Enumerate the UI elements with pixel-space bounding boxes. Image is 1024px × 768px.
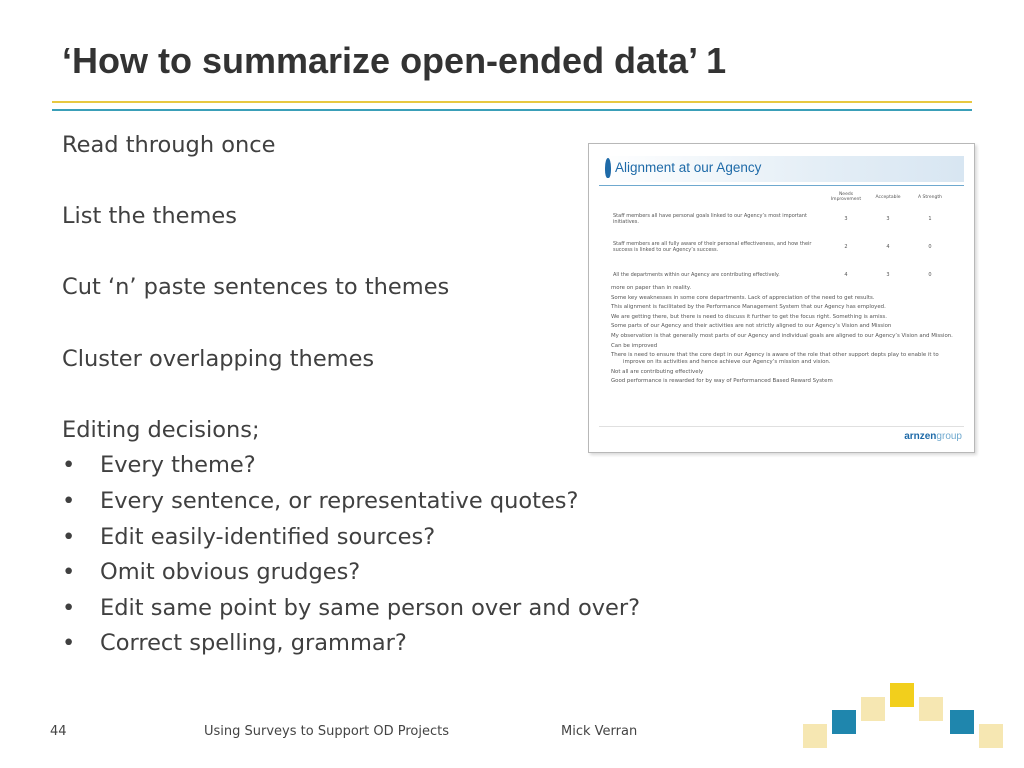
comment-item: more on paper than in reality. — [611, 285, 692, 291]
row-value: 2 — [844, 244, 848, 250]
step-read-through: Read through once — [62, 132, 276, 158]
column-header: A Strength — [918, 194, 942, 200]
bullet-marker: • — [62, 630, 76, 657]
table-header-row — [613, 189, 951, 205]
row-value: 0 — [928, 244, 932, 250]
bullet-item — [62, 520, 762, 556]
bullet-item — [62, 484, 762, 520]
comment-item: Can be improved — [611, 342, 658, 349]
bullet-text: Edit same point by same person over and over? — [100, 594, 641, 621]
table-row — [613, 205, 951, 233]
column-header: Acceptable — [875, 194, 901, 200]
row-statement: Staff members all have personal goals linked to our Agency’s most important initiatives. — [613, 213, 808, 225]
comment-item: Not all are contributing effectively — [611, 368, 704, 375]
bullet-item — [62, 448, 762, 484]
bullet-item — [62, 555, 762, 591]
comment-item: Good performance is rewarded for by way of Performanced Based Reward System — [611, 378, 833, 385]
editing-heading: Editing decisions; — [62, 416, 260, 443]
decor-square — [890, 683, 914, 707]
row-statement: Staff members are all fully aware of their personal effectiveness, and how their success is linked to our Agency’s success. — [613, 241, 812, 253]
table-row — [613, 233, 951, 261]
step-list-themes: List the themes — [62, 203, 237, 230]
row-value: 1 — [928, 216, 932, 222]
flame-logo-icon — [605, 158, 611, 178]
title-divider-gold — [52, 101, 972, 103]
thumbnail-title: Alignment at our Agency — [615, 160, 762, 175]
bullet-text: Every sentence, or representative quotes? — [100, 487, 579, 514]
thumbnail-divider — [599, 185, 964, 186]
slide-number: 44 — [50, 724, 67, 739]
decor-square — [803, 724, 827, 748]
title-divider-teal — [52, 109, 972, 111]
bullet-item — [62, 591, 762, 627]
brand-suffix: group — [936, 431, 962, 442]
decor-square — [979, 724, 1003, 748]
step-cut-paste: Cut ‘n’ paste sentences to themes — [62, 274, 450, 301]
row-value: 4 — [844, 272, 848, 278]
bullet-marker: • — [62, 559, 76, 586]
bullet-text: Omit obvious grudges? — [100, 559, 361, 586]
comment-item: Some parts of our Agency and their activities are not strictly aligned to our Agency’s Vision and Mission — [611, 323, 892, 330]
bullet-marker: • — [62, 594, 76, 621]
comment-item: We are getting there, but there is need to discuss it further to get the focus right. Something is amiss. — [611, 313, 887, 320]
comment-item: This alignment is facilitated by the Performance Management System that our Agency has employed. — [611, 304, 886, 311]
step-cluster: Cluster overlapping themes — [62, 345, 375, 372]
row-statement: All the departments within our Agency are contributing effectively. — [613, 272, 780, 278]
decor-square — [832, 710, 856, 734]
row-value: 3 — [844, 216, 848, 222]
column-header: Needs Improvement — [830, 192, 862, 202]
footer-author: Mick Verran — [561, 724, 638, 739]
bullet-text: Correct spelling, grammar? — [100, 630, 407, 657]
comment-item: My observation is that generally most parts of our Agency and individual goals are aligned to our Agency’s Vision and Mission. — [611, 332, 953, 339]
bullet-text: Edit easily-identified sources? — [100, 523, 436, 550]
comment-item: There is need to ensure that the core dept in our Agency is aware of the role that other support depts play to enable it to improve on its activities and hence achieve our Agency’s mission and vision. — [611, 352, 939, 366]
bullet-item — [62, 626, 762, 662]
brand-main: arnzen — [904, 431, 937, 442]
decor-square — [919, 697, 943, 721]
bullet-marker: • — [62, 523, 76, 550]
bullet-text: Every theme? — [100, 452, 256, 479]
row-value: 0 — [928, 272, 932, 278]
footer-presentation-title: Using Surveys to Support OD Projects — [204, 724, 449, 739]
decor-square — [861, 697, 885, 721]
row-value: 3 — [886, 216, 890, 222]
thumbnail-footer-divider — [599, 426, 964, 427]
embedded-slide-thumbnail — [588, 143, 975, 453]
row-value: 4 — [886, 244, 890, 250]
comment-item: Some key weaknesses in some core departments. Lack of appreciation of the need to get results. — [611, 294, 875, 301]
bullet-marker: • — [62, 487, 76, 514]
rating-table — [613, 189, 951, 289]
slide-title: ‘How to summarize open-ended data’ 1 — [62, 40, 727, 81]
arnzen-group-logo — [904, 431, 962, 442]
comment-list — [611, 285, 961, 388]
decor-square — [950, 710, 974, 734]
bullet-marker: • — [62, 452, 76, 479]
row-value: 3 — [886, 272, 890, 278]
